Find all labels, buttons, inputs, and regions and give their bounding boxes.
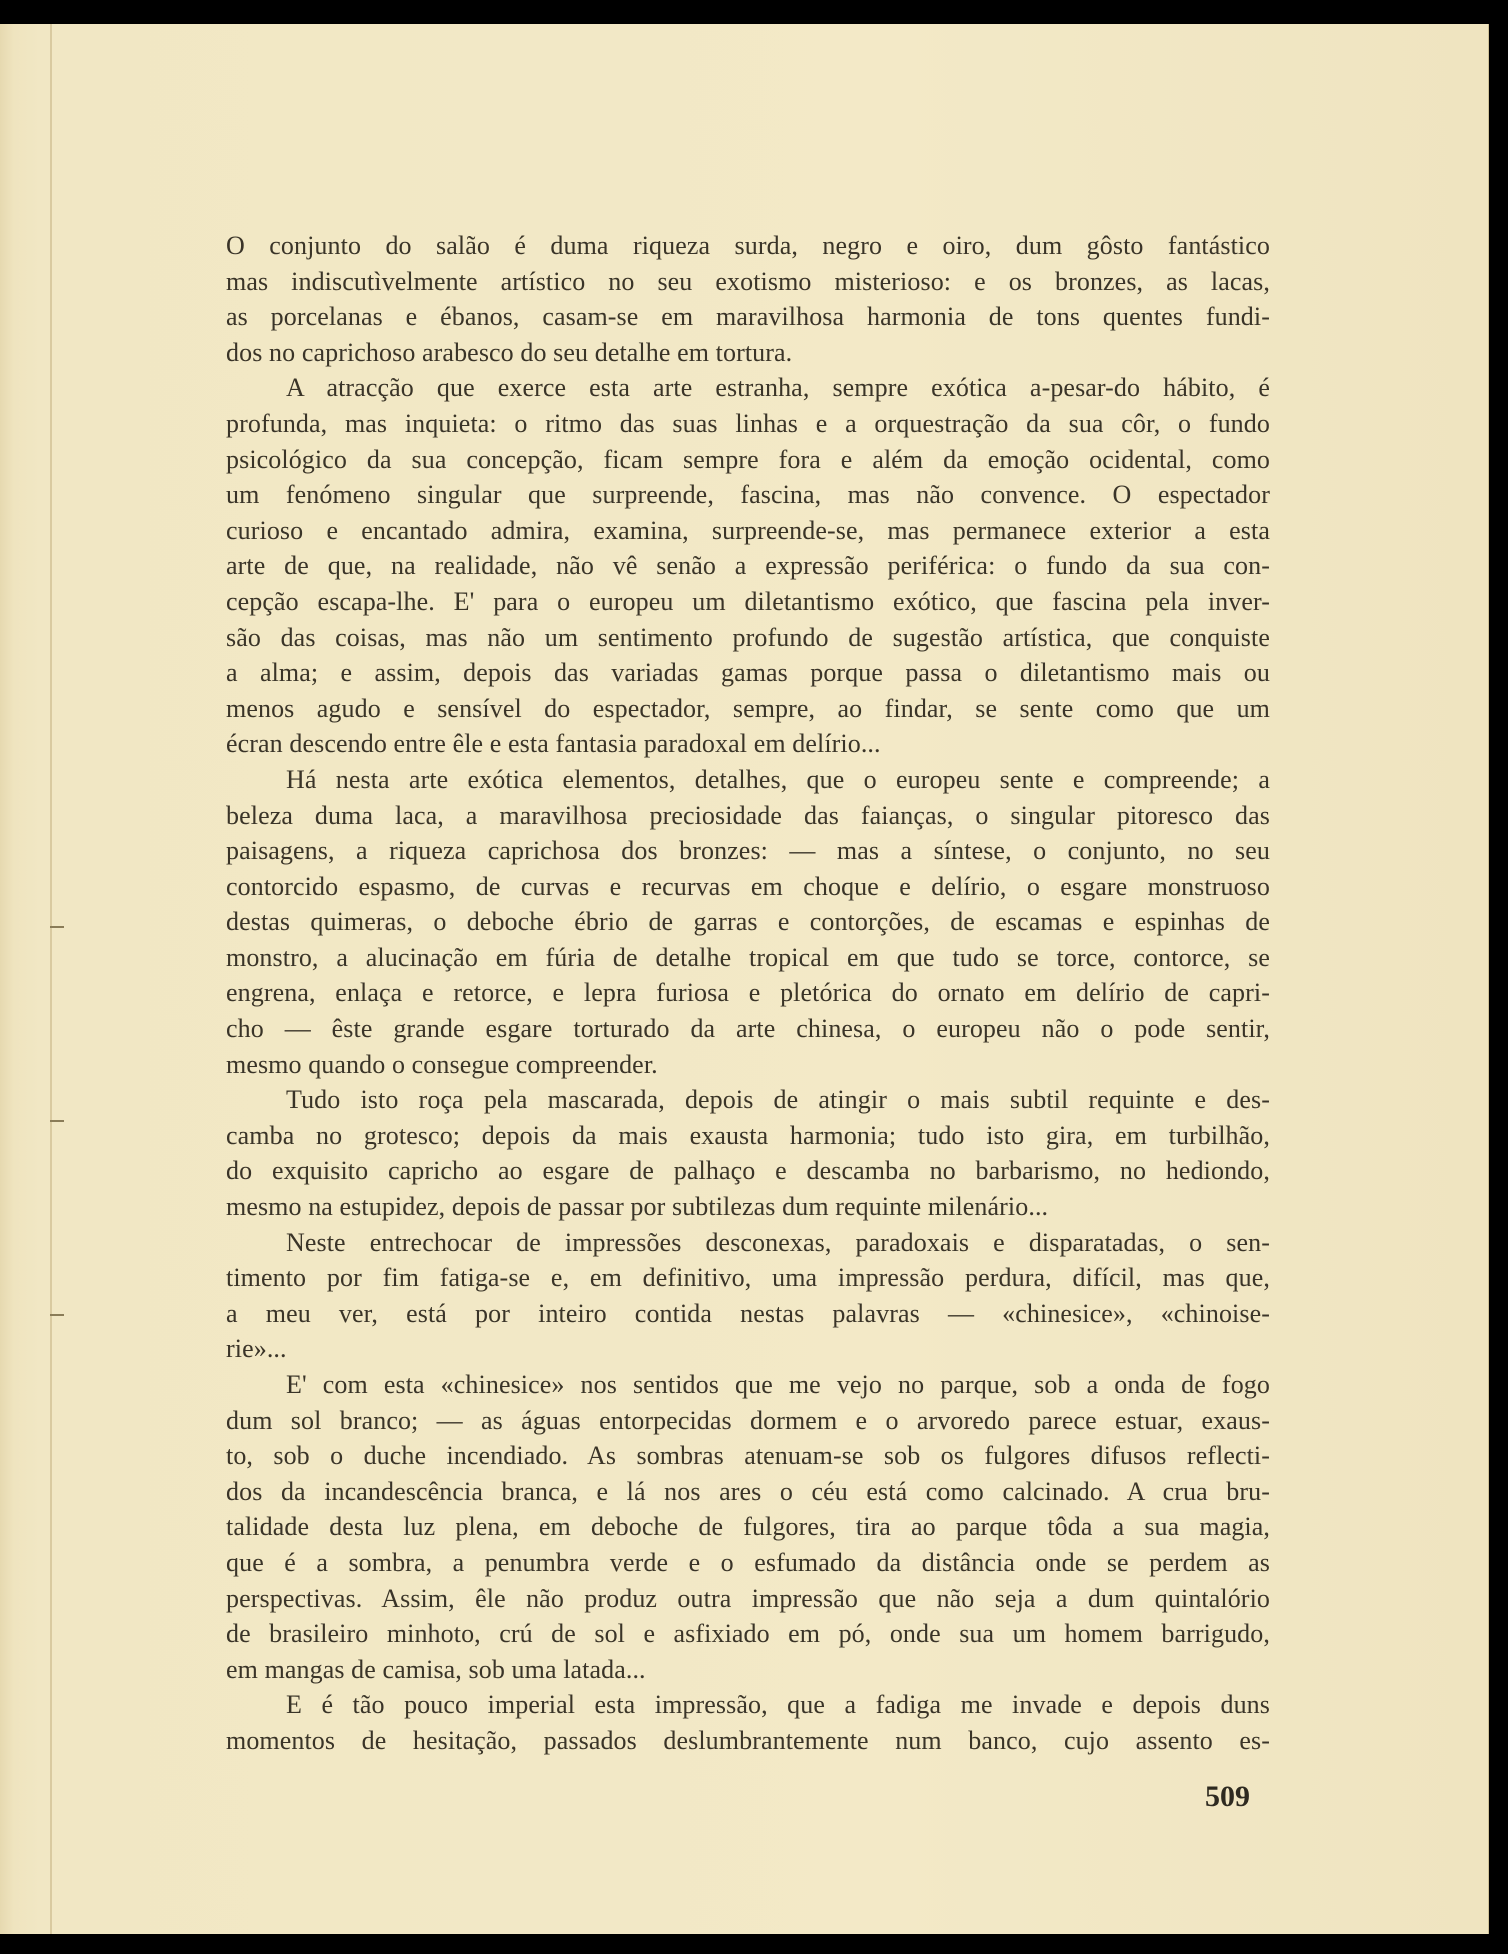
- text-line: Neste entrechocar de impressões desconexas, paradoxais e disparatadas, o sen-: [286, 1227, 1270, 1257]
- paragraph: [226, 762, 1270, 1082]
- text-line: écran descendo entre êle e esta fantasia paradoxal em delírio...: [226, 729, 881, 759]
- text-line: cepção escapa-lhe. E' para o europeu um diletantismo exótico, que fascina pela inver-: [226, 586, 1270, 616]
- margin-mark: [50, 1314, 64, 1316]
- text-line: talidade desta luz plena, em deboche de fulgores, tira ao parque tôda a sua magia,: [226, 1512, 1270, 1542]
- text-line: camba no grotesco; depois da mais exausta harmonia; tudo isto gira, em turbilhão,: [226, 1120, 1270, 1150]
- text-line: curioso e encantado admira, examina, surpreende-se, mas permanece exterior a esta: [226, 515, 1270, 545]
- text-line: mesmo na estupidez, depois de passar por subtilezas dum requinte milenário...: [226, 1192, 1049, 1222]
- text-line: A atracção que exerce esta arte estranha, sempre exótica a-pesar-do hábito, é: [286, 373, 1270, 403]
- text-line: de brasileiro minhoto, crú de sol e asfixiado em pó, onde sua um homem barrigudo,: [226, 1619, 1270, 1649]
- text-line: as porcelanas e ébanos, casam-se em maravilhosa harmonia de tons quentes fundi-: [226, 302, 1270, 332]
- margin-mark: [50, 1120, 64, 1122]
- text-line: a alma; e assim, depois das variadas gamas porque passa o diletantismo mais ou: [226, 658, 1270, 688]
- text-line: psicológico da sua concepção, ficam sempre fora e além da emoção ocidental, como: [226, 444, 1270, 474]
- text-line: menos agudo e sensível do espectador, sempre, ao findar, se sente como que um: [226, 693, 1270, 723]
- text-line: Tudo isto roça pela mascarada, depois de atingir o mais subtil requinte e des-: [286, 1085, 1270, 1115]
- text-line: to, sob o duche incendiado. As sombras atenuam-se sob os fulgores difusos reflecti-: [226, 1441, 1270, 1471]
- paragraph: [226, 1082, 1270, 1224]
- paragraph: [226, 1225, 1270, 1367]
- text-line: arte de que, na realidade, não vê senão a expressão periférica: o fundo da sua con-: [226, 551, 1270, 581]
- paragraph: [226, 1367, 1270, 1687]
- text-line: a meu ver, está por inteiro contida nestas palavras — «chinesice», «chinoise-: [226, 1298, 1270, 1328]
- text-line: cho — êste grande esgare torturado da arte chinesa, o europeu não o pode sentir,: [226, 1014, 1270, 1044]
- body-text: [226, 228, 1270, 1759]
- text-line: perspectivas. Assim, êle não produz outra impressão que não seja a dum quintalório: [226, 1583, 1270, 1613]
- text-line: em mangas de camisa, sob uma latada...: [226, 1654, 646, 1684]
- text-line: paisagens, a riqueza caprichosa dos bronzes: — mas a síntese, o conjunto, no seu: [226, 836, 1270, 866]
- text-line: um fenómeno singular que surpreende, fascina, mas não convence. O espectador: [226, 480, 1270, 510]
- paragraph: [226, 370, 1270, 762]
- text-line: contorcido espasmo, de curvas e recurvas em choque e delírio, o esgare monstruoso: [226, 871, 1270, 901]
- book-page: [0, 24, 1489, 1934]
- text-line: E' com esta «chinesice» nos sentidos que me vejo no parque, sob a onda de fogo: [286, 1370, 1270, 1399]
- text-line: Há nesta arte exótica elementos, detalhes, que o europeu sente e compreende; a: [286, 764, 1270, 794]
- text-line: mesmo quando o consegue compreender.: [226, 1049, 658, 1079]
- text-line: engrena, enlaça e retorce, e lepra furiosa e pletórica do ornato em delírio de capri-: [226, 978, 1270, 1008]
- text-line: profunda, mas inquieta: o ritmo das suas linhas e a orquestração da sua côr, o fundo: [226, 408, 1270, 438]
- text-line: rie»...: [226, 1334, 287, 1364]
- text-line: são das coisas, mas não um sentimento profundo de sugestão artística, que conquiste: [226, 622, 1270, 652]
- text-line: dos no caprichoso arabesco do seu detalhe em tortura.: [226, 337, 793, 367]
- text-line: momentos de hesitação, passados deslumbrantemente num banco, cujo assento es-: [226, 1725, 1270, 1755]
- text-line: mas indiscutìvelmente artístico no seu exotismo misterioso: e os bronzes, as lacas,: [226, 266, 1270, 296]
- page-number: 509: [1205, 1780, 1250, 1813]
- paragraph: [226, 1687, 1270, 1758]
- text-line: beleza duma laca, a maravilhosa preciosidade das faianças, o singular pitoresco das: [226, 800, 1270, 830]
- text-line: do exquisito capricho ao esgare de palhaço e descamba no barbarismo, no hediondo,: [226, 1156, 1270, 1186]
- text-line: O conjunto do salão é duma riqueza surda, negro e oiro, dum gôsto fantástico: [226, 231, 1270, 260]
- paragraph: [226, 228, 1270, 370]
- text-line: timento por fim fatiga-se e, em definitivo, uma impressão perdura, difícil, mas que,: [226, 1263, 1270, 1293]
- text-line: destas quimeras, o deboche ébrio de garras e contorções, de escamas e espinhas de: [226, 907, 1270, 937]
- text-line: monstro, a alucinação em fúria de detalhe tropical em que tudo se torce, contorce, se: [226, 942, 1270, 972]
- margin-mark: [50, 926, 64, 928]
- binding-edge: [50, 24, 52, 1934]
- text-line: que é a sombra, a penumbra verde e o esfumado da distância onde se perdem as: [226, 1547, 1270, 1577]
- text-line: E é tão pouco imperial esta impressão, que a fadiga me invade e depois duns: [286, 1690, 1270, 1720]
- text-line: dos da incandescência branca, e lá nos ares o céu está como calcinado. A crua bru-: [226, 1476, 1270, 1506]
- text-line: dum sol branco; — as águas entorpecidas dormem e o arvoredo parece estuar, exaus-: [226, 1405, 1270, 1435]
